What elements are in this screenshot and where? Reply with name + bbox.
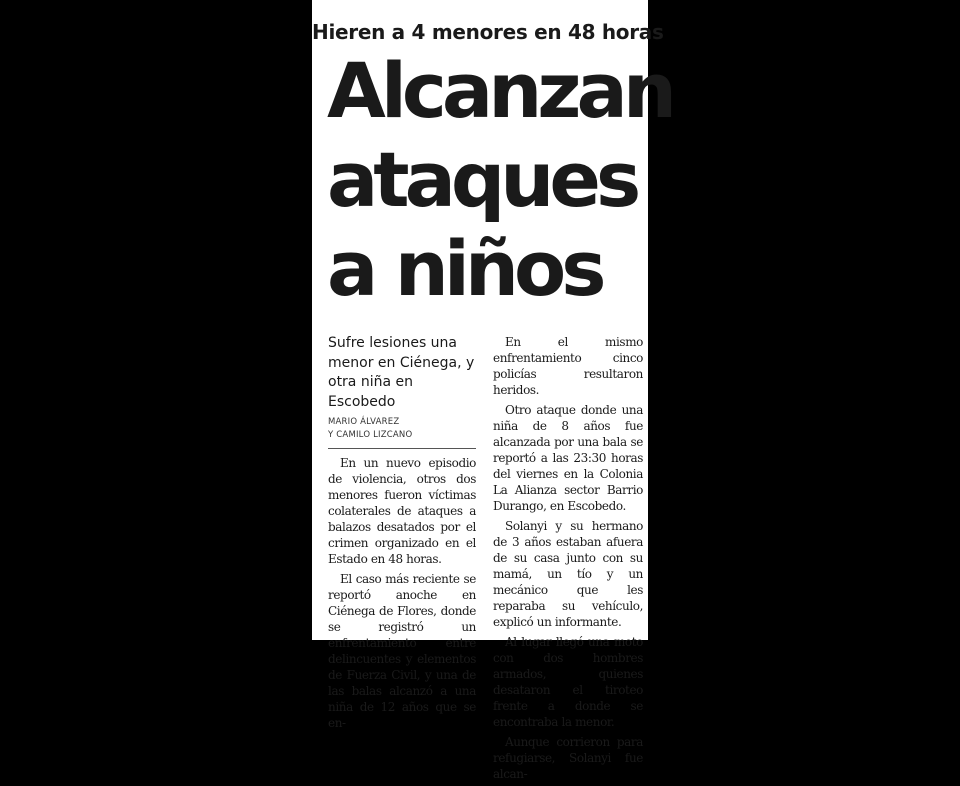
newspaper-page — [312, 0, 672, 781]
article-paragraph: Aunque corrieron para refugiarse, Solanyi fue alcan- — [493, 735, 643, 781]
left-body-text — [328, 455, 476, 731]
article-paragraph: En el mismo enfrentamiento cinco policías resultaron heridos. — [493, 335, 643, 397]
main-headline — [327, 46, 672, 313]
article-paragraph: Al lugar llegó una moto con dos hombres armados, quienes desataron el tiroteo frente a donde se encontraba la menor. — [493, 635, 643, 729]
byline-author-1: MARIO ÁLVAREZ — [328, 417, 400, 427]
article-paragraph: Solanyi y su hermano de 3 años estaban afuera de su casa junto con su mamá, un tío y un mecánico que les reparaba su vehículo, explicó un informante. — [493, 519, 643, 629]
kicker-headline: Hieren a 4 menores en 48 horas — [312, 20, 664, 44]
byline — [328, 416, 476, 442]
article-paragraph: Otro ataque donde una niña de 8 años fue alcanzada por una bala se reportó a las 23:30 horas del viernes en la Colonia La Alianza sector Barrio Durango, en Escobedo. — [493, 403, 643, 513]
headline-line-3: a niños — [327, 224, 602, 313]
right-body-text — [493, 334, 643, 782]
headline-line-1: Alcanzan — [327, 46, 672, 135]
article-paragraph: El caso más reciente se reportó anoche en Ciénega de Flores, donde se registró un enfrentamiento entre delincuentes y elementos de Fuerza Civil, y una de las balas alcanzó a una niña de 12 años que se en- — [328, 572, 476, 730]
article-column-left — [328, 334, 476, 735]
byline-author-2: Y CAMILO LIZCANO — [328, 430, 413, 440]
byline-divider — [328, 448, 476, 449]
article-column-right — [493, 334, 643, 786]
headline-line-2: ataques — [327, 135, 637, 224]
article-paragraph: En un nuevo episodio de violencia, otros dos menores fueron víctimas colaterales de ataques a balazos desatados por el crimen organizado en el Estado en 48 horas. — [328, 456, 476, 566]
deck-subheadline: Sufre lesiones una menor en Ciénega, y otra niña en Escobedo — [328, 335, 475, 410]
